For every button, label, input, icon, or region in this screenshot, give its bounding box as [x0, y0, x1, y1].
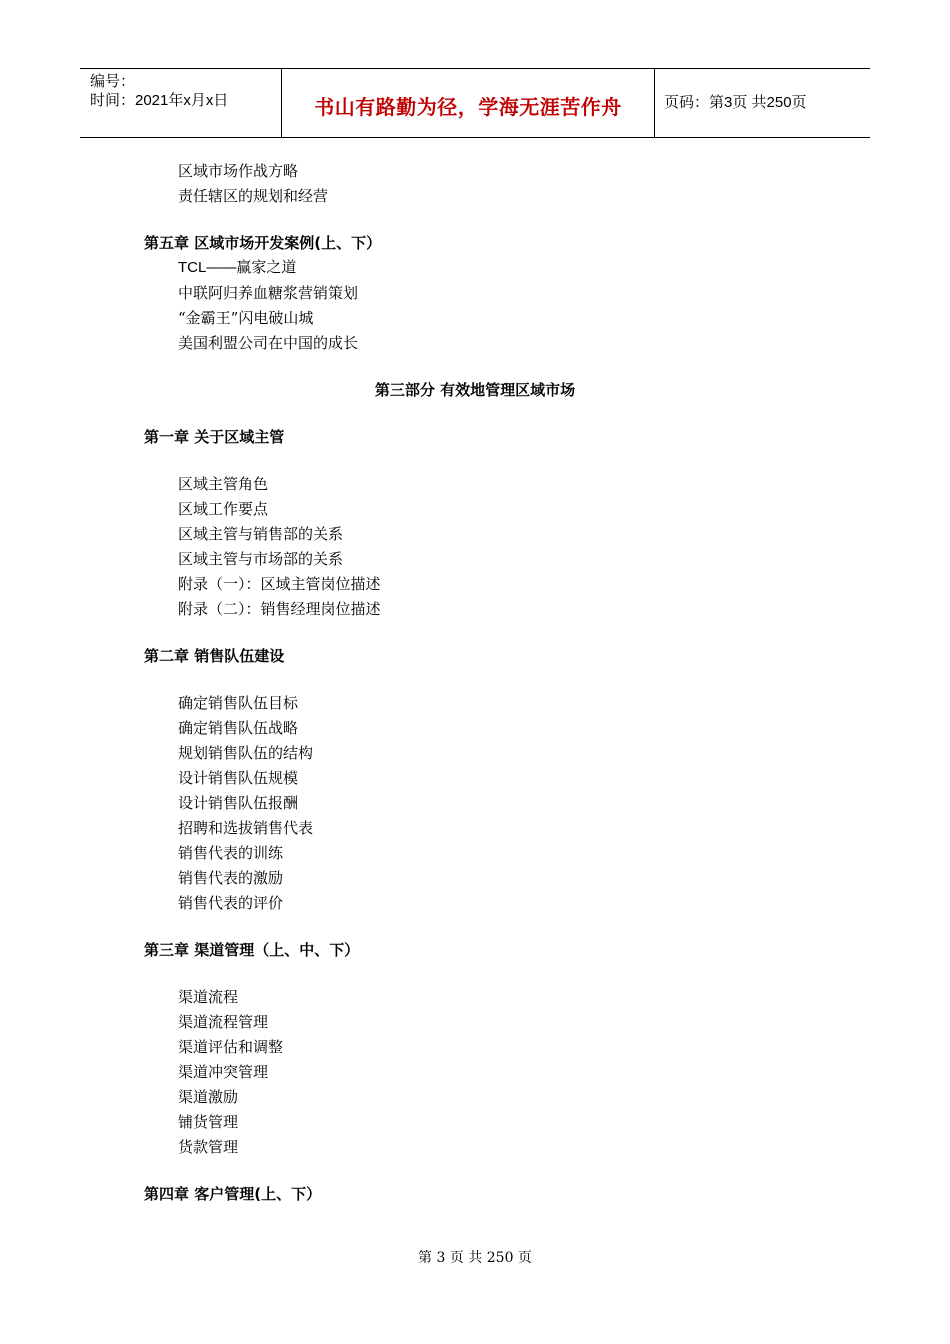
- chapter-heading: 第五章 区域市场开发案例(上、下）: [144, 234, 382, 252]
- toc-item: 销售代表的激励: [178, 869, 284, 887]
- document-time-label: 时间：2021年x月x日: [90, 92, 229, 109]
- header-left-cell: [80, 69, 280, 137]
- chapter-heading: 第四章 客户管理(上、下）: [144, 1185, 322, 1203]
- toc-item: 中联阿归养血糖浆营销策划: [178, 284, 359, 302]
- toc-item: 设计销售队伍报酬: [178, 794, 299, 812]
- toc-item: 区域市场作战方略: [178, 162, 299, 180]
- toc-item: 美国利盟公司在中国的成长: [178, 334, 359, 352]
- motto-text: 书山有路勤为径，学海无涯苦作舟: [314, 95, 622, 119]
- toc-item: 渠道流程管理: [178, 1013, 269, 1031]
- toc-item: 责任辖区的规划和经营: [178, 187, 329, 205]
- toc-item: 区域主管角色: [178, 475, 269, 493]
- page-header: [80, 68, 870, 138]
- toc-item: TCL——赢家之道: [178, 259, 297, 276]
- toc-item: 渠道评估和调整: [178, 1038, 284, 1056]
- toc-item: 确定销售队伍战略: [178, 719, 299, 737]
- page-footer: 第 3 页 共 250 页: [418, 1250, 532, 1266]
- toc-item: 渠道激励: [178, 1088, 239, 1106]
- toc-item: 渠道冲突管理: [178, 1063, 269, 1081]
- toc-item: 确定销售队伍目标: [178, 694, 299, 712]
- toc-item: 设计销售队伍规模: [178, 769, 299, 787]
- header-motto-cell: [281, 69, 655, 137]
- chapter-heading: 第二章 销售队伍建设: [144, 647, 285, 665]
- page-info-label: 页码：第3页 共250页: [664, 94, 807, 111]
- toc-item: 铺货管理: [178, 1113, 239, 1131]
- toc-item: 附录（二）：销售经理岗位描述: [178, 600, 381, 618]
- document-number-label: 编号：: [90, 73, 136, 90]
- header-right-cell: [654, 69, 870, 137]
- toc-item: 附录（一）：区域主管岗位描述: [178, 575, 381, 593]
- toc-item: 区域主管与销售部的关系: [178, 525, 344, 543]
- toc-item: 销售代表的评价: [178, 894, 284, 912]
- toc-item: 招聘和选拔销售代表: [178, 819, 314, 837]
- toc-item: 区域主管与市场部的关系: [178, 550, 344, 568]
- toc-item: 货款管理: [178, 1138, 239, 1156]
- toc-item: 区域工作要点: [178, 500, 269, 518]
- chapter-heading: 第一章 关于区域主管: [144, 428, 285, 446]
- toc-item: 销售代表的训练: [178, 844, 284, 862]
- toc-item: 渠道流程: [178, 988, 239, 1006]
- part-heading: 第三部分 有效地管理区域市场: [374, 381, 576, 399]
- toc-item: “金霸王”闪电破山城: [178, 309, 314, 327]
- toc-item: 规划销售队伍的结构: [178, 744, 314, 762]
- chapter-heading: 第三章 渠道管理（上、中、下）: [144, 941, 360, 959]
